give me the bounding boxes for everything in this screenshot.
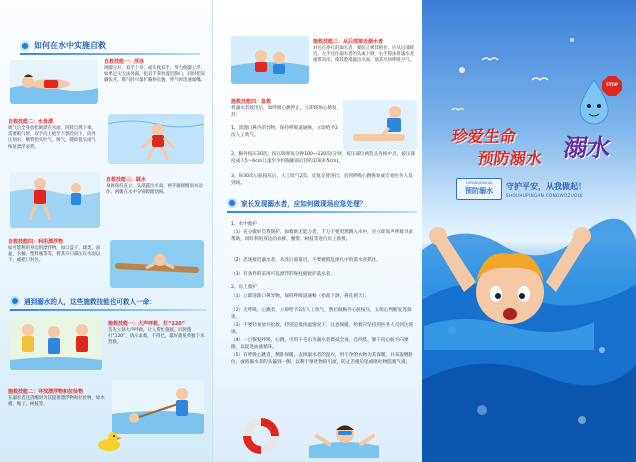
first-aid-step: 2、胸外按压30次，按压频率每分钟100—120次/分钟，按压部位两乳头连线中点，按压深度成人5～6cm儿童至少约胸廓前后径的1/3(4-5cm)。 (231, 152, 416, 164)
panel-self-rescue (0, 0, 212, 462)
section-title-text: 家长发现溺水者，应如何做现场应急处理？ (241, 200, 367, 208)
tip-text: 如可能利用身边的漂浮物，如口盒子、球类、面盆、水桶、塑料瓶等等，将其开口部压在水面以下，或把口封住。 (8, 246, 101, 264)
rubber-duck-icon (96, 430, 122, 452)
step-item: （3）有条件的采用可以漂浮的脊柱板救护落水者。 (231, 272, 335, 277)
tip-treading-water (106, 176, 206, 196)
panel-first-aid (212, 0, 422, 462)
tip-approach-from-behind (313, 38, 417, 65)
tip-text: 对还在挣扎的溺水者，要防止被其抱住，应从后部接近。左手托住溺水者的头或下颌，右手仰泳将溺水者拖带向岸。使其脸部露出水面，使其尽快呼吸空气。 (313, 46, 414, 64)
rescue-text: 首先立刻大声呼救，让人帮忙施救，同时拨打“120”，请示求救，不得已，最好就免单独下水营救。 (108, 328, 205, 346)
section-dot-icon (227, 198, 237, 208)
section-title-text: 如何在水中实施自救 (34, 41, 106, 50)
jellyfish-float-illustration (108, 114, 204, 164)
section-title-text: 遇到溺水的人，这些施救技能也可救人一命： (24, 298, 156, 306)
drowning-boy-illustration (424, 222, 594, 350)
tip-title: 施救技能四：急救 (231, 99, 272, 105)
section-dot-icon (10, 296, 20, 306)
divider (227, 211, 417, 213)
divider (20, 53, 200, 55)
floating-swimmer-illustration (10, 60, 98, 104)
tip-title: 施救技能三：从后部接近溺水者 (313, 39, 384, 45)
rescue-title: 施救技能一：大声呼救，打“120” (108, 321, 186, 327)
step-item: （1）充分做好自我保护，如救助无能力者，千万不要贸然跳入水中，应立即高声呼救寻求帮助，同时利用身边的衣裤、腰带、树枝等进行岸上救援。 (231, 230, 414, 242)
step-item: （1）立即清除口鼻异物，保持呼吸道通畅（抬高下颌，鼻孔朝天）。 (231, 294, 370, 299)
tip-float (104, 58, 206, 85)
section-title-self-rescue (20, 40, 106, 51)
badge-prevent-drowning (456, 178, 502, 200)
divider (10, 309, 206, 311)
pole-rescue-illustration (112, 380, 204, 434)
tip-title: 自救技能三：踩水 (106, 177, 147, 183)
step-item: （4）一旦恢复呼吸、心跳，可用干毛巾为溺水者擦拭全身，自四肢、躯干向心脏方向摩擦，以促进血液循环。 (231, 338, 409, 350)
rescue-title: 施救技能二：寻找漂浮物和拉扯物 (8, 389, 84, 395)
cover-slogan: 守护平安，从我做起！ (506, 182, 586, 191)
tip-text: 两脚分开，双手上举，或头枕双手，努力使脚上浮，如果足尖无法外露，把双手掌放置近胸口，同时把双脚张开。吸气时尽量扩胸伸长腹，呼气时迅速闻嘴。 (104, 66, 205, 84)
tip-title: 自救技能四：利用漂浮物 (8, 239, 64, 245)
step-item: （2）迅速接近溺水者，从其后面靠近，不要被慌乱挣扎中的落水者抓住。 (231, 258, 381, 263)
stop-sign-text: STOP (606, 82, 618, 87)
tip-title: 自救技能一：浮泳 (104, 59, 145, 65)
first-aid-step: 3、每30次心脏按压后，人工吹气2次，反复交替进行，直到呼吸心跳恢复或专业医务人员到场。 (231, 174, 413, 186)
floating-object-illustration (110, 240, 204, 288)
life-ring-icon (243, 418, 279, 454)
section-title-parent-response (227, 198, 366, 208)
call-for-help-illustration (10, 316, 102, 370)
step-item: （5）有呼吸心跳者，侧卧保暖，去掉溺水者的湿衣，用干净的衣物为其保暖，并采取侧卧位，或将溺水者的头偏到一侧，以利于呕吐物的引流，防止舌根后坠或呕吐物阻塞气道。 (231, 353, 414, 365)
step-item: （2）无呼吸、心跳者，立即给予2次人工吹气，然后做胸外心脏按压，五组后判断复苏效果。 (231, 308, 412, 320)
rescue-from-behind-illustration (231, 36, 309, 84)
treading-water-illustration (10, 172, 100, 228)
section-title-rescue (10, 296, 156, 306)
step-heading: 2、岸上救护 (231, 285, 257, 290)
tip-text: 吸气后全身放松俯漂在水面，四肢自然下垂。需要吸气时，双手向上抱至下颚处向下，向外压划水，顺势抬头吐气，吸气，随即低头闭气恢复漂浮姿势。 (8, 126, 96, 150)
badge-text: 预防溺水 (465, 187, 493, 195)
step-heading: 1、水中救护 (231, 222, 257, 227)
section-dot-icon (20, 41, 30, 51)
panel-cover (422, 0, 636, 462)
swimming-kid-icon (309, 418, 379, 458)
cover-title-line2: 预防溺水 (476, 149, 544, 168)
tip-text: 身体保持直立，头部露出水面，两手做摇橹划水动作，两腿在水中分别蹬踏划圆。 (106, 184, 203, 196)
tip-title: 自救技能二：水母漂 (8, 119, 54, 125)
cover-title-line1: 珍爱生命 (450, 127, 518, 146)
rescue-text: 在溺水者还清醒时为其提供漂浮物和拉扯物，如木板、绳子、树枝等。 (8, 396, 105, 408)
step-item: （3）不要轻易放弃抢救，特别是低体温情况下，注意保暖，给救应坚持到医务人员到达现场。 (231, 323, 414, 335)
cover-slogan-pinyin: SHOUHUPINGAN CONGWOZUOQI (506, 193, 583, 198)
cover-title-big: 溺水 (561, 134, 612, 162)
tip-jellyfish-float (8, 118, 100, 151)
badge-pinyin: YUFANGNISHUI (465, 181, 493, 185)
first-aid-step: 1、清理口鼻内的异物，保持呼吸道通畅，立即给予2次人工吹气。 (231, 126, 338, 138)
rescue-call-help (108, 320, 206, 347)
tip-floating-object (8, 238, 104, 265)
rescue-floating-object (8, 388, 108, 408)
cpr-illustration (343, 100, 417, 150)
first-aid-intro: 将溺水者救出后，如呼吸心跳停止，立即现场心肺复苏： (231, 106, 337, 118)
